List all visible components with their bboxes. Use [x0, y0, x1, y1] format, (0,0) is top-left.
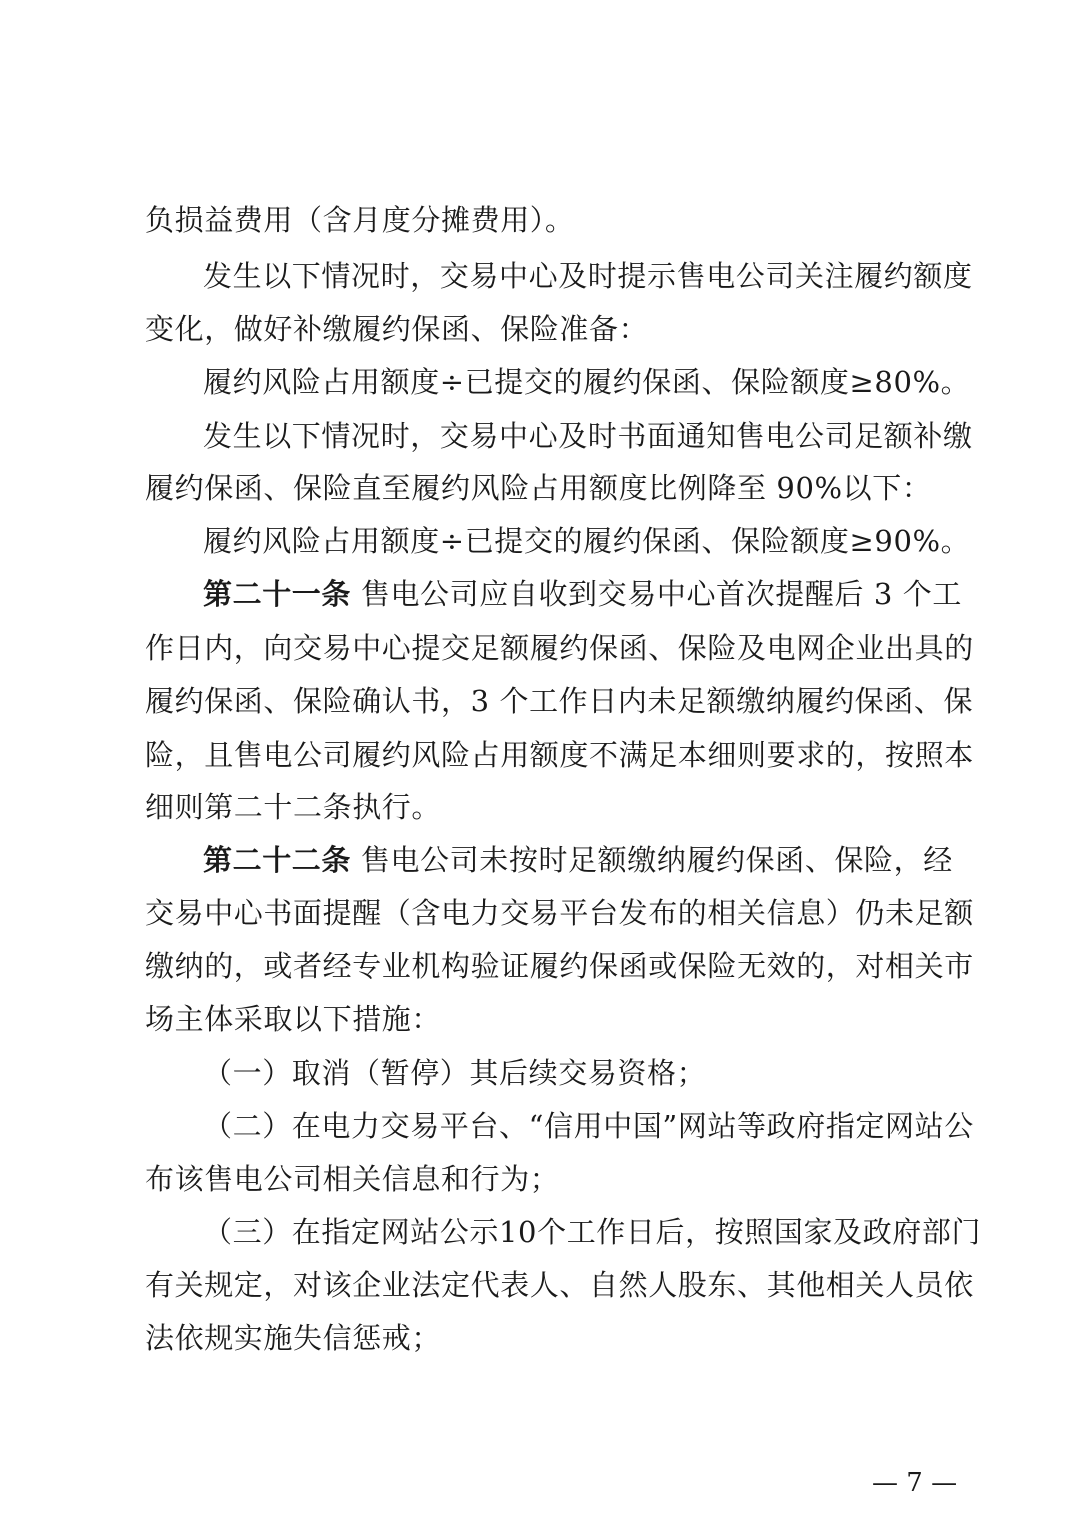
line-text: 交易中心书面提醒（含电力交易平台发布的相关信息）仍未足额: [145, 896, 974, 930]
line-text: 布该售电公司相关信息和行为；: [145, 1162, 560, 1196]
line-text: 细则第二十二条执行。: [145, 790, 442, 824]
line-text: 发生以下情况时，交易中心及时提示售电公司关注履约额度: [203, 259, 973, 293]
line-text: 变化，做好补缴履约保函、保险准备：: [145, 312, 649, 346]
line-text: （三）在指定网站公示10个工作日后，按照国家及政府部门: [203, 1215, 982, 1249]
list-item: [203, 1212, 982, 1252]
paragraph-line: [203, 416, 973, 456]
line-text: （二）在电力交易平台、“信用中国”网站等政府指定网站公: [203, 1109, 974, 1143]
page-number: — 7 —: [872, 1468, 958, 1498]
paragraph-line: [145, 1159, 559, 1199]
paragraph-line: [203, 521, 970, 561]
line-text: （一）取消（暂停）其后续交易资格；: [203, 1056, 707, 1090]
article-21-heading: 第二十一条: [203, 577, 352, 611]
paragraph-line: [145, 628, 974, 668]
paragraph-line: [145, 946, 974, 986]
line-text: 场主体采取以下措施：: [145, 1002, 442, 1036]
paragraph-line: [203, 256, 973, 296]
article-22-heading: 第二十二条: [203, 843, 352, 877]
paragraph-line: [145, 787, 441, 827]
line-text: 发生以下情况时，交易中心及时书面通知售电公司足额补缴: [203, 419, 973, 453]
paragraph-line: [145, 309, 648, 349]
line-text: 售电公司未按时足额缴纳履约保函、保险，经: [360, 843, 953, 877]
list-item: [203, 1053, 706, 1093]
line-text: 履约保函、保险确认书，3 个工作日内未足额缴纳履约保函、保: [145, 684, 974, 718]
line-text: 履约风险占用额度÷已提交的履约保函、保险额度≥90%。: [203, 524, 971, 558]
article-22-first-line: [203, 840, 953, 880]
paragraph-line: [145, 893, 974, 933]
paragraph-line: [203, 362, 970, 402]
paragraph-line: [145, 1318, 441, 1358]
line-text: 售电公司应自收到交易中心首次提醒后 3 个工: [360, 577, 962, 611]
article-21-first-line: [203, 574, 962, 614]
line-text: 有关规定，对该企业法定代表人、自然人股东、其他相关人员依: [145, 1268, 974, 1302]
line-text: 履约保函、保险直至履约风险占用额度比例降至 90%以下：: [145, 471, 932, 505]
paragraph-line: [145, 1265, 974, 1305]
paragraph-line: [145, 735, 974, 775]
paragraph-line: [145, 681, 974, 721]
paragraph-line: [145, 999, 441, 1039]
line-text: 法依规实施失信惩戒；: [145, 1321, 442, 1355]
paragraph-line: [145, 468, 931, 508]
line-text: 作日内，向交易中心提交足额履约保函、保险及电网企业出具的: [145, 631, 974, 665]
line-text: 险，且售电公司履约风险占用额度不满足本细则要求的，按照本: [145, 738, 974, 772]
list-item: [203, 1106, 974, 1146]
line-text: 履约风险占用额度÷已提交的履约保函、保险额度≥80%。: [203, 365, 971, 399]
paragraph-line: [145, 200, 575, 240]
line-text: 负损益费用（含月度分摊费用）。: [145, 203, 575, 237]
line-text: 缴纳的，或者经专业机构验证履约保函或保险无效的，对相关市: [145, 949, 974, 983]
